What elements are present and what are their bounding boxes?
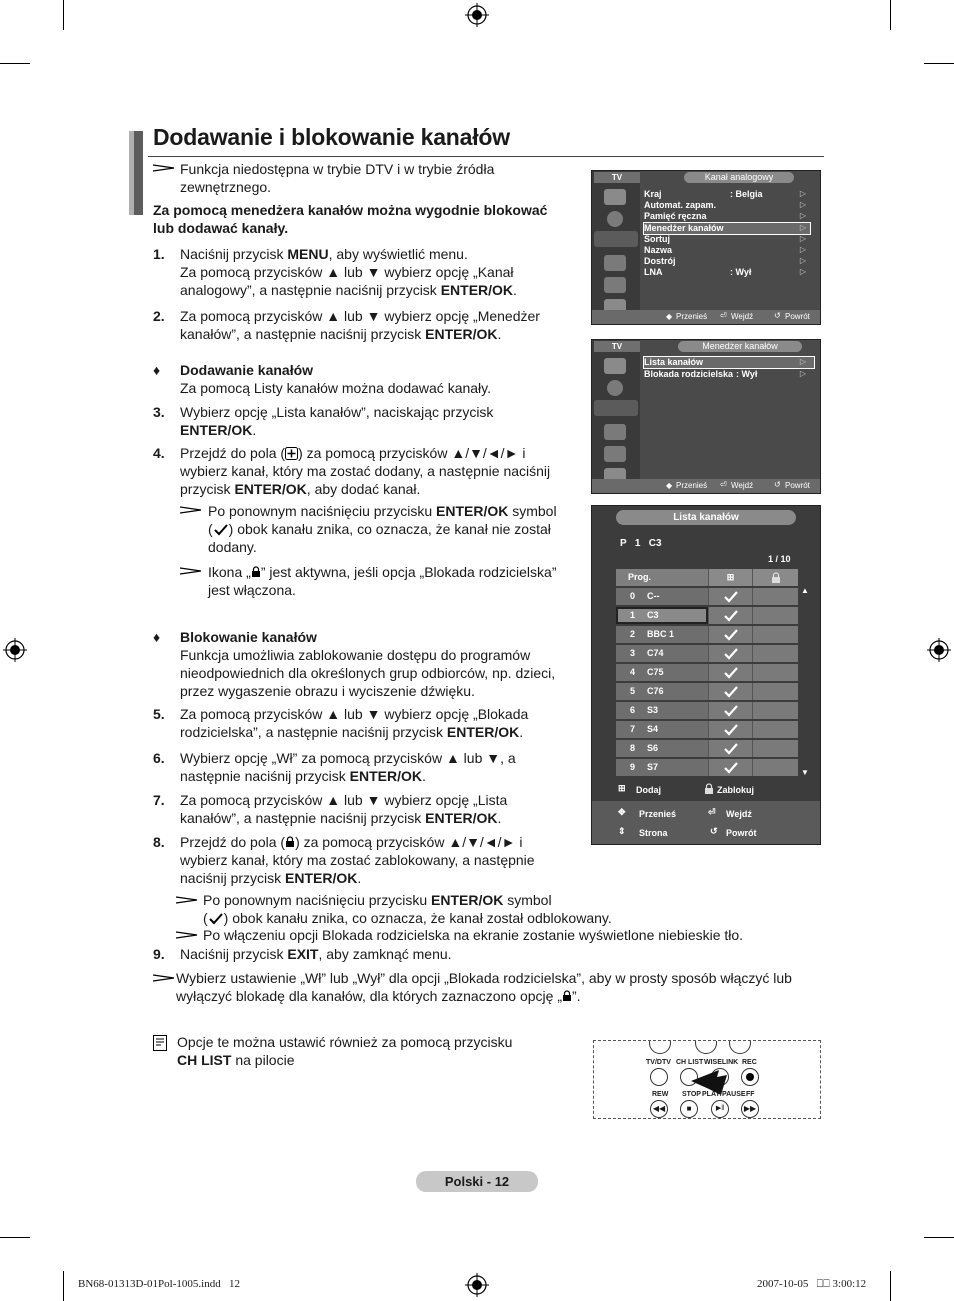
move-icon: ◆: [666, 481, 673, 490]
osd-sidebar: [592, 171, 640, 310]
channel-number: 6: [630, 705, 636, 715]
osd-menu-item[interactable]: [644, 369, 814, 380]
step-text: Przejdź do pola (: [180, 445, 286, 461]
channel-name: S3: [647, 705, 659, 715]
channel-row[interactable]: [616, 759, 798, 776]
tip-text: Wybierz ustawienie „Wł” lub „Wył” dla opcji „Blokada rodzicielska”, aby w prosty sposób włączyć lub: [176, 970, 792, 986]
step-3: [180, 403, 493, 439]
menu-item-value: : Belgia: [730, 189, 763, 199]
note-text: Po ponownym naciśnięciu przycisku: [208, 503, 436, 519]
channel-name: C--: [647, 591, 660, 601]
channel-number: 4: [630, 667, 636, 677]
footer-back: Powrót: [785, 481, 810, 490]
legend-lock: Zablokuj: [717, 785, 755, 795]
step-text: Za pomocą przycisków ▲ lub ▼ wybierz opcję „Kanał: [180, 264, 514, 280]
note-text: jest włączona.: [208, 582, 296, 598]
registration-mark-icon: [465, 1273, 489, 1297]
lock-cell[interactable]: [752, 664, 798, 681]
osd-sidebar: [592, 340, 640, 479]
lock-icon: [285, 836, 295, 848]
channel-number: 0: [630, 591, 636, 601]
step-8: [180, 833, 535, 887]
crop-mark: [890, 1271, 891, 1301]
channel-prog: [616, 740, 708, 757]
checkmark-icon: [208, 912, 224, 925]
lock-cell[interactable]: [752, 721, 798, 738]
sound-menu-icon: [607, 211, 623, 227]
scroll-down-icon[interactable]: ▼: [801, 768, 809, 777]
channel-name: S4: [647, 724, 659, 734]
checkmark-icon[interactable]: [708, 740, 752, 757]
move-icon: ◆: [666, 312, 673, 321]
submenu-arrow-icon: ▷: [799, 222, 806, 232]
tip-text: wyłączyć blokadę dla kanałów, dla których zaznaczono opcję „: [176, 988, 562, 1004]
step-text: .: [357, 870, 362, 886]
section-desc: nieodpowiednich dla określonych grup odbiorców, np. dzieci,: [180, 665, 556, 681]
step-text: Naciśnij przycisk: [180, 246, 288, 262]
enter-icon: ⏎: [708, 807, 716, 817]
submenu-arrow-icon: ▷: [799, 211, 806, 221]
menu-item-label: Lista kanałów: [644, 357, 704, 367]
bullet: ♦: [153, 629, 161, 645]
step-text: następnie naciśnij przycisk: [180, 768, 350, 784]
step-number: 9.: [153, 946, 165, 962]
rew-button: ◀◀: [650, 1100, 668, 1118]
footer-back: Powrót: [726, 828, 757, 838]
note-dtv: [180, 160, 494, 196]
osd-menu-item[interactable]: [644, 223, 810, 234]
channel-prog: [616, 721, 708, 738]
menu-item-label: Menedżer kanałów: [644, 222, 724, 233]
key-enter: ENTER/OK: [180, 422, 253, 438]
note-text: dodany.: [208, 539, 257, 555]
channel-name: C74: [647, 648, 664, 658]
picture-menu-icon: [604, 358, 626, 374]
col-lock-icon: [752, 569, 798, 586]
channel-number: 7: [630, 724, 636, 734]
step-5: [180, 705, 528, 741]
checkmark-icon[interactable]: [708, 607, 752, 624]
lock-cell[interactable]: [752, 588, 798, 605]
step-text: .: [513, 282, 517, 298]
channel-number: 9: [630, 762, 636, 772]
channel-prog: [616, 607, 708, 624]
key-enter: ENTER/OK: [234, 481, 307, 497]
lock-icon: [704, 783, 714, 797]
ff-button: ▶▶: [741, 1100, 759, 1118]
key-enter: ENTER/OK: [349, 768, 422, 784]
channel-number: 5: [630, 686, 636, 696]
step-number: 4.: [153, 445, 165, 461]
current-channel: P 1 C3: [620, 538, 662, 549]
return-icon: ↺: [710, 826, 718, 836]
osd-menu-item[interactable]: [644, 234, 810, 245]
note-text: (: [203, 910, 208, 926]
lock-cell[interactable]: [752, 607, 798, 624]
menu-item-label: Kraj: [644, 189, 662, 199]
note-text: Po ponownym naciśnięciu przycisku: [203, 892, 431, 908]
tip: [176, 969, 792, 1005]
step-7: [180, 791, 507, 827]
osd-menu-item[interactable]: [644, 211, 810, 222]
channel-row[interactable]: [616, 607, 798, 624]
note-text: (: [208, 521, 213, 537]
step-text: kanałów”, a następnie naciśnij przycisk: [180, 326, 426, 342]
note-line: Funkcja niedostępna w trybie DTV i w trybie źródła: [180, 161, 495, 177]
channel-name: S7: [647, 762, 659, 772]
key-enter: ENTER/OK: [440, 282, 514, 298]
step-number: 6.: [153, 750, 165, 766]
memo: [177, 1033, 512, 1069]
remote-label: REC: [742, 1059, 757, 1066]
step-number: 7.: [153, 792, 165, 808]
intro-line: lub dodawać kanały.: [153, 220, 289, 236]
key-enter: ENTER/OK: [425, 810, 498, 826]
step-text: wybierz kanał, który ma zostać zablokowany, a następnie: [180, 852, 535, 868]
menu-item-label: Dostrój: [644, 256, 676, 267]
remote-label: TV/DTV: [646, 1059, 671, 1066]
submenu-arrow-icon: ▷: [799, 245, 806, 254]
key-enter: ENTER/OK: [425, 326, 498, 342]
note-arrow-icon: [153, 164, 175, 172]
osd-header: Menedżer kanałów: [678, 341, 802, 352]
step-text: .: [519, 724, 524, 740]
note-text: ) obok kanału znika, co oznacza, że kanał został odblokowany.: [223, 910, 612, 926]
legend: [616, 781, 798, 799]
step-text: .: [497, 810, 502, 826]
memo-icon: [153, 1035, 167, 1051]
note-8a: [203, 891, 612, 927]
add-section: [180, 361, 491, 397]
osd-menu-item[interactable]: [644, 267, 810, 278]
lock-section: [180, 628, 555, 700]
top-button-icon: [729, 1040, 751, 1054]
enter-icon: ⏎: [720, 311, 727, 320]
scroll-up-icon[interactable]: ▲: [801, 586, 809, 595]
step-text: , aby wyświetlić menu.: [328, 246, 468, 262]
note-text: Ikona „: [208, 564, 251, 580]
footer-back: Powrót: [785, 312, 810, 321]
key-menu: MENU: [287, 246, 329, 262]
legend-add: Dodaj: [636, 785, 662, 795]
registration-mark-icon: [465, 3, 489, 27]
note-4a: [208, 502, 557, 556]
channel-number: 3: [630, 648, 636, 658]
osd-header: Lista kanałów: [616, 510, 796, 525]
crop-mark: [890, 0, 891, 30]
channel-prog: [616, 588, 708, 605]
note-text: ” jest aktywna, jeśli opcja „Blokada rodzicielska”: [260, 564, 557, 580]
footer-enter: Wejdź: [731, 312, 754, 321]
submenu-arrow-icon: ▷: [799, 256, 806, 266]
lock-cell[interactable]: [752, 759, 798, 776]
channel-menu-icon: [594, 400, 638, 416]
menu-item-label: Automat. zapam.: [644, 200, 717, 211]
crop-mark: [63, 0, 64, 30]
footer-move: Przenieś: [676, 481, 708, 490]
channel-row[interactable]: [616, 645, 798, 662]
lock-cell[interactable]: [752, 626, 798, 643]
note-text: symbol: [508, 503, 557, 519]
submenu-arrow-icon: ▷: [799, 267, 806, 277]
crop-mark: [924, 1237, 954, 1238]
submenu-arrow-icon: ▷: [799, 369, 806, 378]
osd-channel-manager: [591, 339, 821, 494]
remote-label: WISELINK: [704, 1059, 739, 1066]
remote-label: FF: [746, 1091, 755, 1098]
lock-cell[interactable]: [752, 683, 798, 700]
step-text: Wybierz opcję „Lista kanałów”, naciskając przycisk: [180, 404, 494, 420]
osd-tv-label: TV: [594, 341, 640, 352]
remote-label: REW: [652, 1091, 669, 1098]
play-pause-button: ▶‖: [711, 1100, 729, 1118]
menu-item-label: Nazwa: [644, 245, 673, 255]
step-text: Za pomocą przycisków ▲ lub ▼ wybierz opcję „Lista: [180, 792, 508, 808]
channel-name: BBC 1: [647, 629, 675, 639]
top-button-icon: [649, 1040, 671, 1054]
lock-cell[interactable]: [752, 740, 798, 757]
footer-enter: Wejdź: [731, 481, 754, 490]
title-bar: [129, 131, 143, 215]
section-desc: przez wygaszenie obrazu i wyciszenie dźwięku.: [180, 683, 475, 699]
channel-list-header-row: [616, 569, 798, 586]
registration-mark-icon: [927, 638, 951, 662]
channel-name: C3: [647, 610, 659, 620]
add-icon: ⊞: [618, 783, 626, 793]
section-heading: Dodawanie kanałów: [180, 362, 314, 378]
osd-menu-item[interactable]: [644, 256, 810, 267]
memo-text: na pilocie: [231, 1052, 295, 1068]
note-text: symbol: [503, 892, 552, 908]
crop-mark: [0, 63, 30, 64]
setup-menu-icon: [604, 255, 626, 271]
step-text: .: [252, 422, 257, 438]
channel-number: 8: [630, 743, 636, 753]
step-number: 1.: [153, 246, 165, 262]
menu-item-value: : Wył: [730, 267, 752, 278]
channel-row[interactable]: [616, 683, 798, 700]
tip-text: ”.: [571, 988, 581, 1004]
step-2: [180, 307, 540, 343]
channel-menu-icon: [594, 231, 638, 247]
step-text: .: [421, 768, 426, 784]
footer-move: Przenieś: [676, 312, 708, 321]
channel-prog: [616, 645, 708, 662]
print-date: 2007-10-05 ⎕⎕ 3:00:12: [757, 1278, 867, 1290]
memo-text: Opcje te można ustawić również za pomocą przycisku: [177, 1034, 513, 1050]
return-icon: ↺: [774, 311, 781, 320]
step-text: analogowy”, a następnie naciśnij przycisk: [180, 282, 441, 298]
title-underline: [148, 156, 824, 157]
page-number: Polski - 12: [416, 1171, 538, 1192]
setup-menu-icon: [604, 424, 626, 440]
step-text: Naciśnij przycisk: [180, 946, 288, 962]
submenu-arrow-icon: ▷: [799, 189, 806, 198]
picture-menu-icon: [604, 189, 626, 205]
menu-item-label: Blokada rodzicielska: [644, 369, 734, 379]
channel-number: 2: [630, 629, 636, 639]
checkmark-icon[interactable]: [708, 664, 752, 681]
channel-row[interactable]: [616, 626, 798, 643]
add-symbol-icon: [285, 447, 298, 460]
page-title: Dodawanie i blokowanie kanałów: [153, 124, 510, 150]
osd-header: Kanał analogowy: [684, 172, 794, 183]
step-text: Za pomocą przycisków ▲ lub ▼ wybierz opcję „Menedżer: [180, 308, 540, 324]
menu-item-label: Pamięć ręczna: [644, 211, 707, 222]
checkmark-icon: [213, 523, 229, 536]
submenu-arrow-icon: ▷: [799, 233, 806, 243]
channel-row[interactable]: [616, 664, 798, 681]
step-text: , aby dodać kanał.: [306, 481, 421, 497]
crop-mark: [63, 1271, 64, 1301]
rec-button: [741, 1068, 759, 1086]
section-heading: Blokowanie kanałów: [180, 629, 317, 645]
intro-line: Za pomocą menedżera kanałów można wygodnie blokować: [153, 202, 548, 218]
osd-tv-label: TV: [594, 172, 640, 183]
channel-prog: [616, 664, 708, 681]
osd-menu-item[interactable]: [644, 245, 810, 256]
channel-number: 1: [630, 610, 636, 620]
step-text: kanałów”, a następnie naciśnij przycisk: [180, 810, 426, 826]
submenu-arrow-icon: ▷: [799, 357, 806, 366]
crop-mark: [0, 1237, 30, 1238]
osd-analog-channel: [591, 170, 821, 325]
checkmark-icon[interactable]: [708, 645, 752, 662]
remote-label: PLAY/PAUSE: [702, 1091, 746, 1098]
step-text: Wybierz opcję „Wł” za pomocą przycisków ▲ lub ▼, a: [180, 750, 516, 766]
remote-label: CH LIST: [676, 1059, 704, 1066]
step-number: 3.: [153, 404, 165, 420]
menu-item-label: Sortuj: [644, 233, 670, 244]
osd-footer: [592, 801, 820, 844]
input-menu-icon: [604, 446, 626, 462]
step-text: naciśnij przycisk: [180, 870, 286, 886]
submenu-arrow-icon: ▷: [799, 200, 806, 210]
lock-cell[interactable]: [752, 702, 798, 719]
step-1: [180, 245, 517, 299]
checkmark-icon[interactable]: [708, 702, 752, 719]
section-desc: Funkcja umożliwia zablokowanie dostępu do programów: [180, 647, 531, 663]
lock-icon: [562, 990, 572, 1002]
channel-prog: [616, 626, 708, 643]
registration-mark-icon: [3, 638, 27, 662]
step-4: [180, 444, 550, 498]
step-6: [180, 749, 516, 785]
note-arrow-icon: [180, 567, 202, 575]
note-arrow-icon: [180, 506, 202, 514]
channel-row[interactable]: [616, 702, 798, 719]
step-9: [180, 945, 452, 963]
tip-arrow-icon: [153, 974, 175, 982]
key-exit: EXIT: [287, 946, 319, 962]
step-text: przycisk: [180, 481, 235, 497]
return-icon: ↺: [774, 480, 781, 489]
osd-footer: [592, 310, 820, 324]
key-enter: ENTER/OK: [285, 870, 358, 886]
footer-page: Strona: [639, 828, 668, 838]
step-text: wybierz kanał, który ma zostać dodany, a następnie naciśnij: [180, 463, 551, 479]
channel-prog: [616, 759, 708, 776]
osd-footer: [592, 479, 820, 493]
enter-icon: ⏎: [720, 480, 727, 489]
tv-dtv-button: [650, 1068, 668, 1086]
step-text: ) za pomocą przycisków ▲/▼/◄/► i: [295, 834, 523, 850]
note-arrow-icon: [176, 896, 198, 904]
menu-item-value: : Wył: [736, 369, 758, 379]
key-enter: ENTER/OK: [431, 892, 504, 908]
bullet: ♦: [153, 362, 161, 378]
lock-cell[interactable]: [752, 645, 798, 662]
channel-name: C76: [647, 686, 664, 696]
step-number: 8.: [153, 834, 165, 850]
step-text: Przejdź do pola (: [180, 834, 286, 850]
key-chlist: CH LIST: [177, 1052, 232, 1068]
osd-channel-list: [591, 505, 821, 845]
top-button-icon: [695, 1040, 717, 1054]
checkmark-icon[interactable]: [708, 759, 752, 776]
step-text: .: [497, 326, 502, 342]
footer-move: Przenieś: [639, 809, 677, 819]
osd-menu-item[interactable]: [644, 200, 810, 211]
step-text: , aby zamknąć menu.: [318, 946, 452, 962]
remote-illustration: [593, 1040, 821, 1119]
key-enter: ENTER/OK: [446, 724, 520, 740]
note-line: zewnętrznego.: [180, 179, 272, 195]
sound-menu-icon: [607, 380, 623, 396]
intro-text: [153, 201, 547, 237]
channel-name: S6: [647, 743, 659, 753]
step-number: 2.: [153, 308, 165, 324]
section-desc: Za pomocą Listy kanałów można dodawać kanały.: [180, 380, 492, 396]
checkmark-icon[interactable]: [708, 683, 752, 700]
osd-menu-item[interactable]: [644, 357, 814, 368]
stop-button: ■: [680, 1100, 698, 1118]
checkmark-icon[interactable]: [708, 721, 752, 738]
checkmark-icon[interactable]: [708, 626, 752, 643]
channel-prog: [616, 683, 708, 700]
channel-row[interactable]: [616, 721, 798, 738]
footer-enter: Wejdź: [726, 809, 752, 819]
input-menu-icon: [604, 277, 626, 293]
channel-row[interactable]: [616, 740, 798, 757]
lock-icon: [251, 566, 261, 578]
col-prog: Prog.: [616, 569, 708, 586]
menu-item-label: LNA: [644, 267, 663, 278]
channel-name: C75: [647, 667, 664, 677]
checkmark-icon[interactable]: [708, 588, 752, 605]
note-8b: Po włączeniu opcji Blokada rodzicielska na ekranie zostanie wyświetlone niebieskie tło.: [203, 927, 744, 943]
note-text: ) obok kanału znika, co oznacza, że kanał nie został: [228, 521, 551, 537]
osd-menu-item[interactable]: [644, 189, 810, 200]
channel-prog: [616, 702, 708, 719]
note-arrow-icon: [176, 931, 198, 939]
col-add-icon: ⊞: [708, 569, 752, 586]
step-text: rodzicielska”, a następnie naciśnij przycisk: [180, 724, 447, 740]
page-indicator: 1 / 10: [768, 554, 791, 564]
remote-label: STOP: [682, 1091, 701, 1098]
note-4b: [208, 563, 557, 599]
step-text: ) za pomocą przycisków ▲/▼/◄/► i: [298, 445, 526, 461]
file-info: BN68-01313D-01Pol-1005.indd 12: [78, 1278, 240, 1290]
step-text: Za pomocą przycisków ▲ lub ▼ wybierz opcję „Blokada: [180, 706, 529, 722]
channel-row[interactable]: [616, 588, 798, 605]
crop-mark: [924, 63, 954, 64]
page-icon: ⇕: [618, 826, 626, 836]
key-enter: ENTER/OK: [436, 503, 509, 519]
step-number: 5.: [153, 706, 165, 722]
move-icon: ✥: [618, 807, 626, 817]
